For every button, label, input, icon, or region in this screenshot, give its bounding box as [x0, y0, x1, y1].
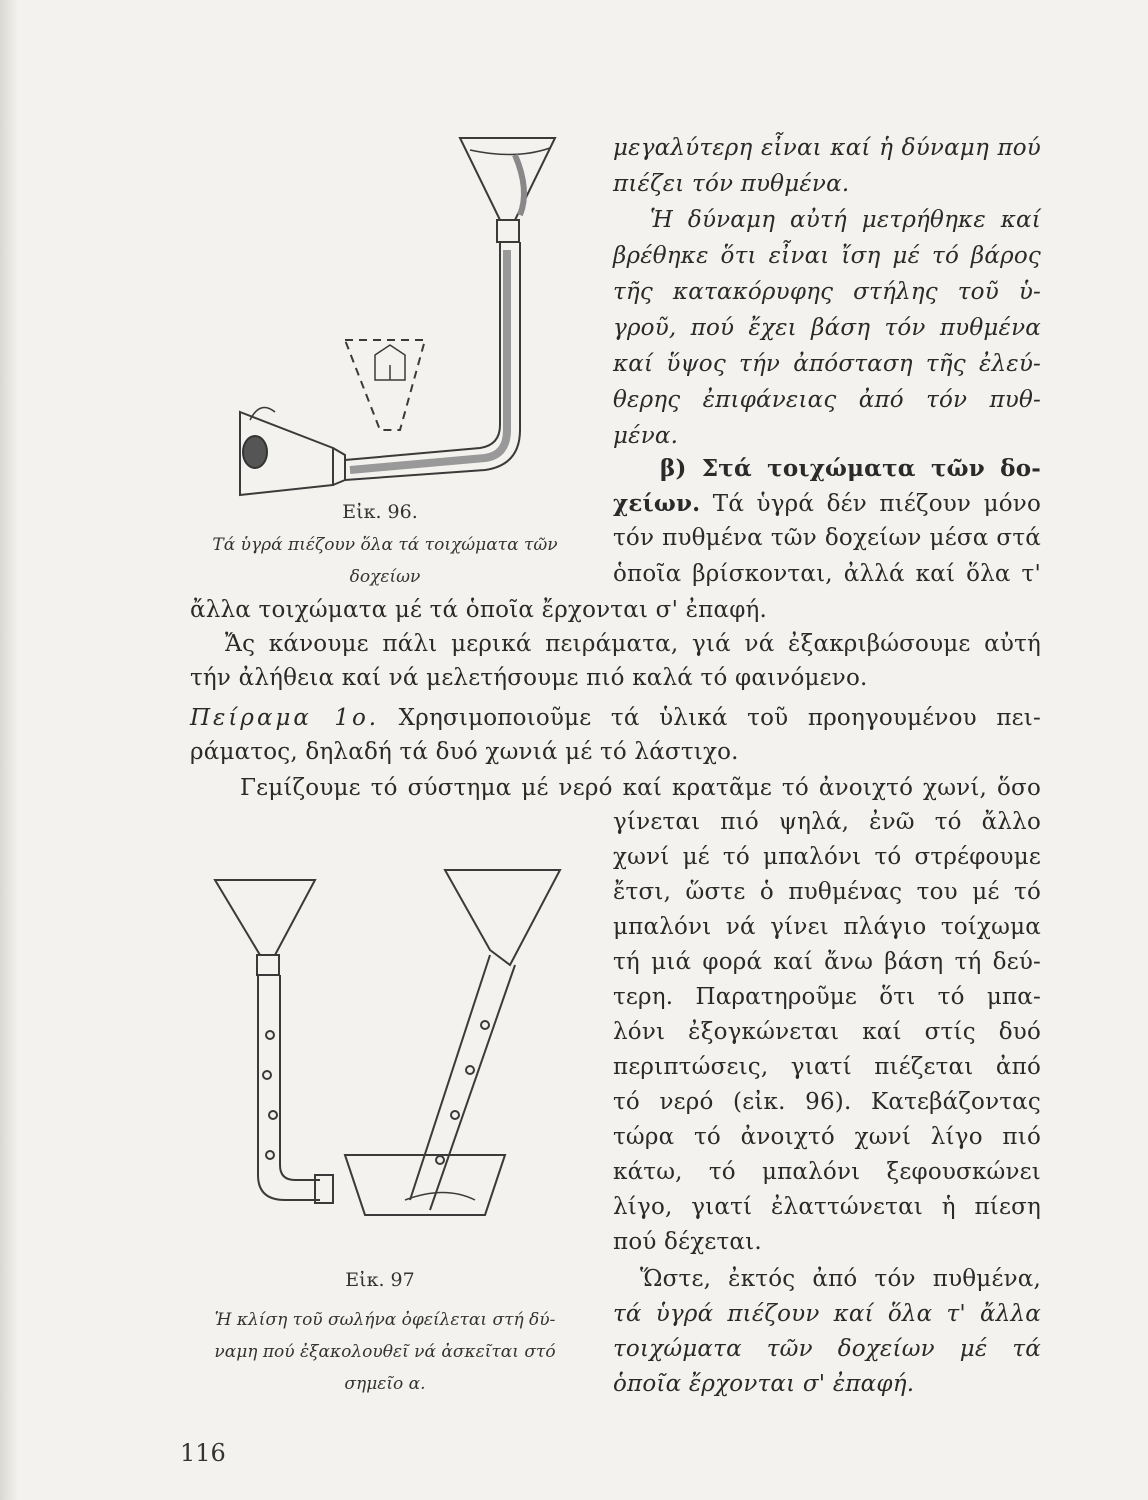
figure-96-illustration — [215, 130, 585, 500]
body-line: μένα. — [613, 423, 679, 449]
figure-97-caption-line-3: σημεῖο α. — [344, 1374, 426, 1394]
body-line: τῆς κατακόρυφης στήλης τοῦ ὑ- — [613, 279, 1041, 305]
body-line: πού δέχεται. — [613, 1229, 762, 1255]
body-line: χωνί μέ τό μπαλόνι τό στρέφουμε — [613, 844, 1041, 870]
body-line: τερη. Παρατηροῦμε ὅτι τό μπα- — [613, 984, 1041, 1010]
section-heading-continuation: χείων. — [613, 490, 701, 517]
body-line: λίγο, γιατί ἐλαττώνεται ἡ πίεση — [613, 1194, 1041, 1220]
fig96-balloon — [243, 436, 267, 468]
body-line: Ἡ δύναμη αὐτή μετρήθηκε καί — [650, 207, 1041, 233]
conclusion-line: τοιχώματα τῶν δοχείων μέ τά — [613, 1336, 1041, 1362]
experiment-heading-line — [190, 702, 1041, 734]
figure-97-label: Εἰκ. 97 — [345, 1269, 415, 1291]
body-line: Ὥστε, ἐκτός ἀπό τόν πυθμένα, — [640, 1266, 1041, 1292]
figure-96-caption-line-1: Τά ὑγρά πιέζουν ὅλα τά τοιχώματα τῶν — [212, 535, 558, 555]
fig97-left-tube — [258, 975, 320, 1200]
body-line: τό νερό (εἰκ. 96). Κατεβάζοντας — [613, 1089, 1041, 1115]
body-line: τήν ἀλήθεια καί νά μελετήσουμε πιό καλά τό φαινόμενο. — [190, 665, 868, 691]
body-line: τώρα τό ἀνοιχτό χωνί λίγο πιό — [613, 1124, 1041, 1150]
conclusion-line: τά ὑγρά πιέζουν καί ὅλα τ' ἄλλα — [613, 1301, 1041, 1327]
body-line: τή μιά φορά καί ἄνω βάση τή δεύ- — [613, 949, 1041, 975]
body-line: Γεμίζουμε τό σύστημα μέ νερό καί κρατᾶμε τό ἀνοιχτό χωνί, ὅσο — [240, 775, 1041, 801]
figure-97-illustration — [215, 855, 595, 1235]
fig97-basin — [345, 1155, 505, 1215]
section-heading: β) Στά τοιχώματα τῶν δο- — [660, 455, 1041, 482]
fig97-right-funnel — [445, 870, 560, 965]
body-line: θερης ἐπιφάνειας ἀπό τόν πυθ- — [613, 387, 1041, 413]
body-line-text: Χρησιμοποιοῦμε τά ὑλικά τοῦ προηγουμένου πει- — [379, 705, 1041, 731]
body-line: κάτω, τό μπαλόνι ξεφουσκώνει — [613, 1159, 1041, 1185]
fig97-left-funnel — [215, 880, 315, 955]
body-line — [613, 488, 1041, 520]
experiment-title: Πείραμα 1ο. — [190, 705, 380, 731]
page-edge-shadow — [0, 0, 18, 1500]
body-line-text: Τά ὑγρά δέν πιέζουν μόνο — [700, 491, 1041, 517]
body-line: τόν πυθμένα τῶν δοχείων μέσα στά — [613, 525, 1041, 551]
body-line: ράματος, δηλαδή τά δυό χωνιά μέ τό λάστιχο. — [190, 739, 739, 765]
body-line: καί ὕψος τήν ἀπόσταση τῆς ἐλεύ- — [613, 351, 1041, 377]
body-line: περιπτώσεις, γιατί πιέζεται ἀπό — [613, 1054, 1041, 1080]
fig96-dashed-funnel — [345, 340, 425, 430]
figure-97-caption-line-2: ναμη πού ἐξακολουθεῖ νά ἀσκεῖται στό — [214, 1342, 556, 1362]
figure-96-caption-line-2: δοχείων — [349, 567, 421, 587]
body-line: γίνεται πιό ψηλά, ἐνῶ τό ἄλλο — [613, 809, 1041, 835]
body-line: ἔτσι, ὥστε ὁ πυθμένας του μέ τό — [613, 879, 1041, 905]
body-line: ἄλλα τοιχώματα μέ τά ὁποῖα ἔρχονται σ' ἐπαφή. — [190, 597, 768, 623]
body-line: πιέζει τόν πυθμένα. — [613, 171, 850, 197]
body-line: λόνι ἐξογκώνεται καί στίς δυό — [613, 1019, 1041, 1045]
figure-97-caption-line-1: Ἡ κλίση τοῦ σωλήνα ὀφείλεται στή δύ- — [214, 1310, 556, 1330]
body-line: βρέθηκε ὅτι εἶναι ἴση μέ τό βάρος — [613, 243, 1041, 269]
conclusion-line: ὁποῖα ἔρχονται σ' ἐπαφή. — [613, 1371, 915, 1397]
figure-96-label: Εἰκ. 96. — [342, 501, 418, 523]
page-number: 116 — [180, 1439, 226, 1467]
body-line: ὁποῖα βρίσκονται, ἀλλά καί ὅλα τ' — [613, 561, 1041, 587]
body-line: γροῦ, πού ἔχει βάση τόν πυθμένα — [613, 315, 1041, 341]
fig96-hose — [345, 242, 520, 480]
body-line: μεγαλύτερη εἶναι καί ἡ δύναμη πού — [613, 135, 1041, 161]
body-line: μπαλόνι νά γίνει πλάγιο τοίχωμα — [613, 914, 1041, 940]
body-line: Ἄς κάνουμε πάλι μερικά πειράματα, γιά νά ἐξακριβώσουμε αὐτή — [225, 631, 1041, 657]
